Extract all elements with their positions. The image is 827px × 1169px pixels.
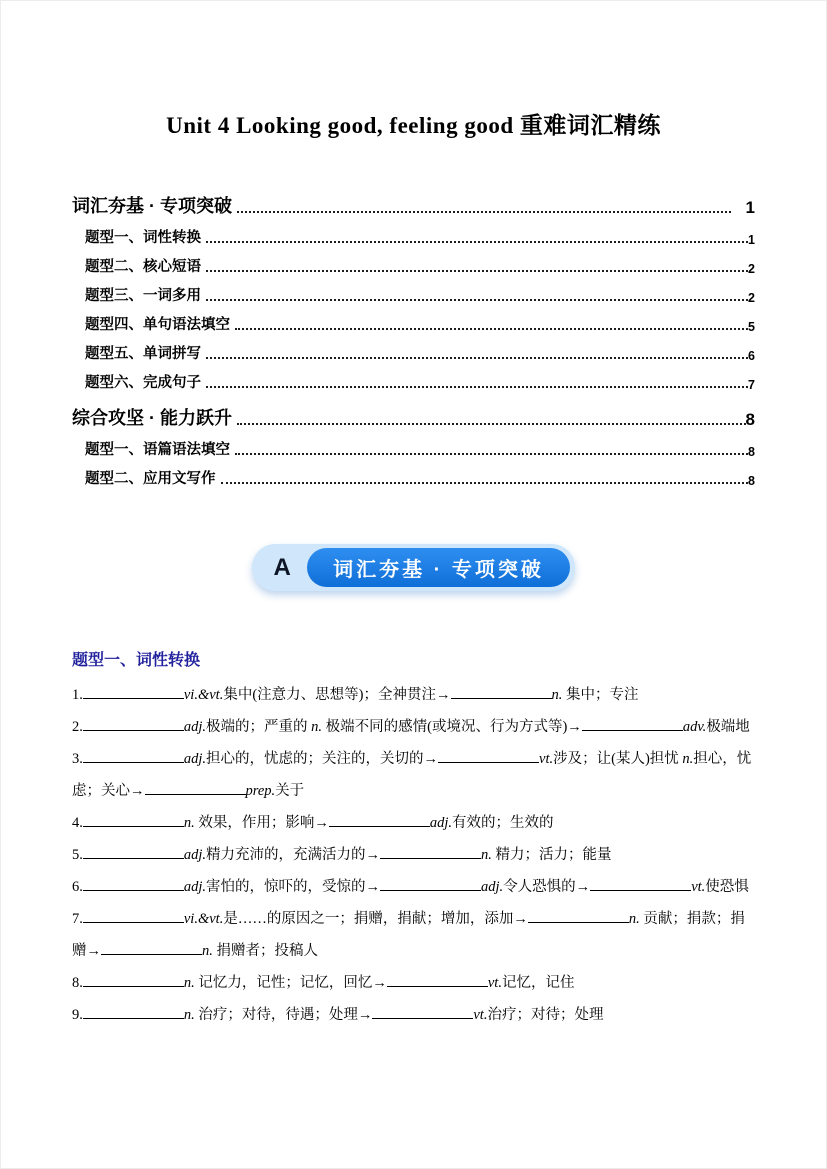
answer-blank [582, 717, 683, 731]
exercise-item [72, 743, 755, 807]
exercise-list [72, 679, 755, 1031]
toc-row[interactable] [72, 432, 755, 461]
exercise-item [72, 807, 755, 839]
badge-letter-a: A [273, 553, 291, 581]
exercise-item [72, 903, 755, 967]
item-text: 治疗；对待，待遇；处理→ [194, 1007, 373, 1023]
exercise-item [72, 967, 755, 999]
part-of-speech-tag: vt. [473, 1007, 488, 1023]
exercise-item [72, 871, 755, 903]
item-number: 9. [72, 1007, 83, 1023]
item-text: 使恐惧 [705, 879, 749, 895]
toc-entry-label: 综合攻坚 · 能力跃升 [72, 408, 232, 428]
section-banner [72, 544, 755, 591]
toc-dot-leader [237, 423, 746, 425]
part-of-speech-tag: n. [202, 943, 213, 959]
exercise-item [72, 679, 755, 711]
toc-page-number: 2 [748, 262, 755, 276]
answer-blank [451, 685, 552, 699]
part-of-speech-tag: n. [682, 751, 694, 767]
item-number: 1. [72, 687, 83, 703]
answer-blank [101, 941, 202, 955]
answer-blank [83, 749, 184, 763]
toc-row[interactable] [72, 182, 755, 220]
answer-blank [372, 1005, 473, 1019]
answer-blank [83, 973, 184, 987]
toc-row[interactable] [72, 461, 755, 490]
part-of-speech-tag: n. [183, 975, 195, 991]
item-text: 极端的；严重的 [206, 719, 312, 735]
part-of-speech-tag: adj. [429, 815, 453, 831]
toc-page-number: 8 [748, 474, 755, 488]
section-badge [252, 544, 575, 591]
answer-blank [590, 877, 691, 891]
toc-dot-leader [206, 386, 748, 388]
item-number: 7. [72, 911, 83, 927]
toc-page-number: 7 [748, 378, 755, 392]
item-number: 6. [72, 879, 83, 895]
part-of-speech-tag: vt. [691, 879, 706, 895]
item-text: 治疗；对待；处理 [487, 1007, 604, 1023]
toc-row[interactable] [72, 307, 755, 336]
answer-blank [380, 845, 481, 859]
toc-entry-label: 题型二、核心短语 [85, 259, 201, 275]
answer-blank [83, 845, 184, 859]
answer-blank [83, 909, 184, 923]
item-text: 令人恐惧的→ [503, 879, 591, 895]
toc-entry-label: 题型四、单句语法填空 [85, 317, 230, 333]
item-text: 集中；专注 [562, 687, 639, 703]
answer-blank [83, 717, 184, 731]
section-heading: 题型一、词性转换 [72, 652, 201, 669]
item-text: 是……的原因之一；捐赠，捐献；增加，添加→ [223, 911, 528, 927]
toc-dot-leader [235, 453, 748, 455]
item-text: 涉及；让(某人)担忧 [553, 751, 683, 767]
toc-page-number: 8 [748, 445, 755, 459]
toc-entry-label: 题型三、一词多用 [85, 288, 201, 304]
part-of-speech-tag: vi.&vt. [183, 911, 224, 927]
toc-row[interactable] [72, 249, 755, 278]
toc-page-number: 2 [748, 291, 755, 305]
item-text: 贡献；捐款；捐赠→ [72, 911, 745, 959]
toc-page-number: 1 [748, 233, 755, 247]
item-text: 有效的；生效的 [452, 815, 554, 831]
answer-blank [380, 877, 481, 891]
exercise-item [72, 999, 755, 1031]
part-of-speech-tag: adv. [682, 719, 707, 735]
item-text: 极端不同的感情(或境况、行为方式等)→ [322, 719, 582, 735]
item-number: 3. [72, 751, 83, 767]
part-of-speech-tag: vi.&vt. [183, 687, 224, 703]
toc-dot-leader [237, 211, 731, 213]
toc-entry-label: 题型一、语篇语法填空 [85, 442, 230, 458]
toc-entry-label: 题型二、应用文写作 [85, 471, 216, 487]
toc-page-number: 8 [745, 410, 755, 429]
toc-row[interactable] [72, 336, 755, 365]
answer-blank [145, 781, 246, 795]
part-of-speech-tag: n. [551, 687, 563, 703]
item-text: 效果，作用；影响→ [194, 815, 329, 831]
toc-dot-leader [206, 357, 748, 359]
item-text: 记忆，记住 [501, 975, 575, 991]
part-of-speech-tag: prep. [245, 783, 276, 799]
part-of-speech-tag: n. [311, 719, 323, 735]
answer-blank [83, 813, 184, 827]
item-text: 害怕的，惊吓的，受惊的→ [206, 879, 381, 895]
part-of-speech-tag: vt. [487, 975, 502, 991]
item-text: 担心，忧虑；关心→ [72, 751, 752, 799]
toc-entry-label: 题型六、完成句子 [85, 375, 201, 391]
toc-dot-leader [221, 482, 749, 484]
answer-blank [387, 973, 488, 987]
item-text: 记忆力，记性；记忆，回忆→ [194, 975, 387, 991]
answer-blank [83, 685, 184, 699]
part-of-speech-tag: n. [628, 911, 640, 927]
item-text: 关于 [275, 783, 305, 799]
answer-blank [528, 909, 629, 923]
part-of-speech-tag: vt. [539, 751, 554, 767]
toc-page-number: 5 [748, 320, 755, 334]
toc-page-number: 6 [748, 349, 755, 363]
toc-dot-leader [206, 270, 748, 272]
toc-entry-label: 题型一、词性转换 [85, 230, 201, 246]
item-number: 8. [72, 975, 83, 991]
item-text: 精力充沛的，充满活力的→ [206, 847, 381, 863]
item-text: 集中(注意力、思想等)；全神贯注→ [223, 687, 451, 703]
toc-dot-leader [206, 299, 748, 301]
toc-dot-leader [206, 241, 748, 243]
toc-entry-label: 题型五、单词拼写 [85, 346, 201, 362]
part-of-speech-tag: adj. [183, 719, 207, 735]
exercise-item [72, 839, 755, 871]
item-number: 2. [72, 719, 83, 735]
part-of-speech-tag: adj. [183, 847, 207, 863]
toc [72, 182, 755, 490]
item-number: 5. [72, 847, 83, 863]
part-of-speech-tag: n. [183, 815, 195, 831]
toc-entry-label: 词汇夯基 · 专项突破 [72, 196, 232, 216]
exercise-item [72, 711, 755, 743]
item-text: 担心的，忧虑的；关注的，关切的→ [206, 751, 439, 767]
item-text: 极端地 [706, 719, 750, 735]
part-of-speech-tag: adj. [481, 879, 504, 895]
item-text: 精力；活力；能量 [491, 847, 612, 863]
toc-row[interactable] [72, 365, 755, 394]
badge-label: 词汇夯基 · 专项突破 [307, 548, 570, 587]
toc-page-number: 1 [745, 198, 755, 217]
answer-blank [329, 813, 430, 827]
toc-row[interactable] [72, 278, 755, 307]
item-text: 捐赠者；投稿人 [212, 943, 318, 959]
part-of-speech-tag: adj. [183, 751, 207, 767]
toc-dot-leader [235, 328, 748, 330]
part-of-speech-tag: adj. [183, 879, 207, 895]
answer-blank [438, 749, 539, 763]
toc-row[interactable] [72, 394, 755, 432]
item-number: 4. [72, 815, 83, 831]
part-of-speech-tag: n. [481, 847, 492, 863]
answer-blank [83, 877, 184, 891]
toc-row[interactable] [72, 220, 755, 249]
part-of-speech-tag: n. [183, 1007, 195, 1023]
answer-blank [83, 1005, 184, 1019]
page-title: Unit 4 Looking good, feeling good 重难词汇精练 [166, 113, 661, 138]
